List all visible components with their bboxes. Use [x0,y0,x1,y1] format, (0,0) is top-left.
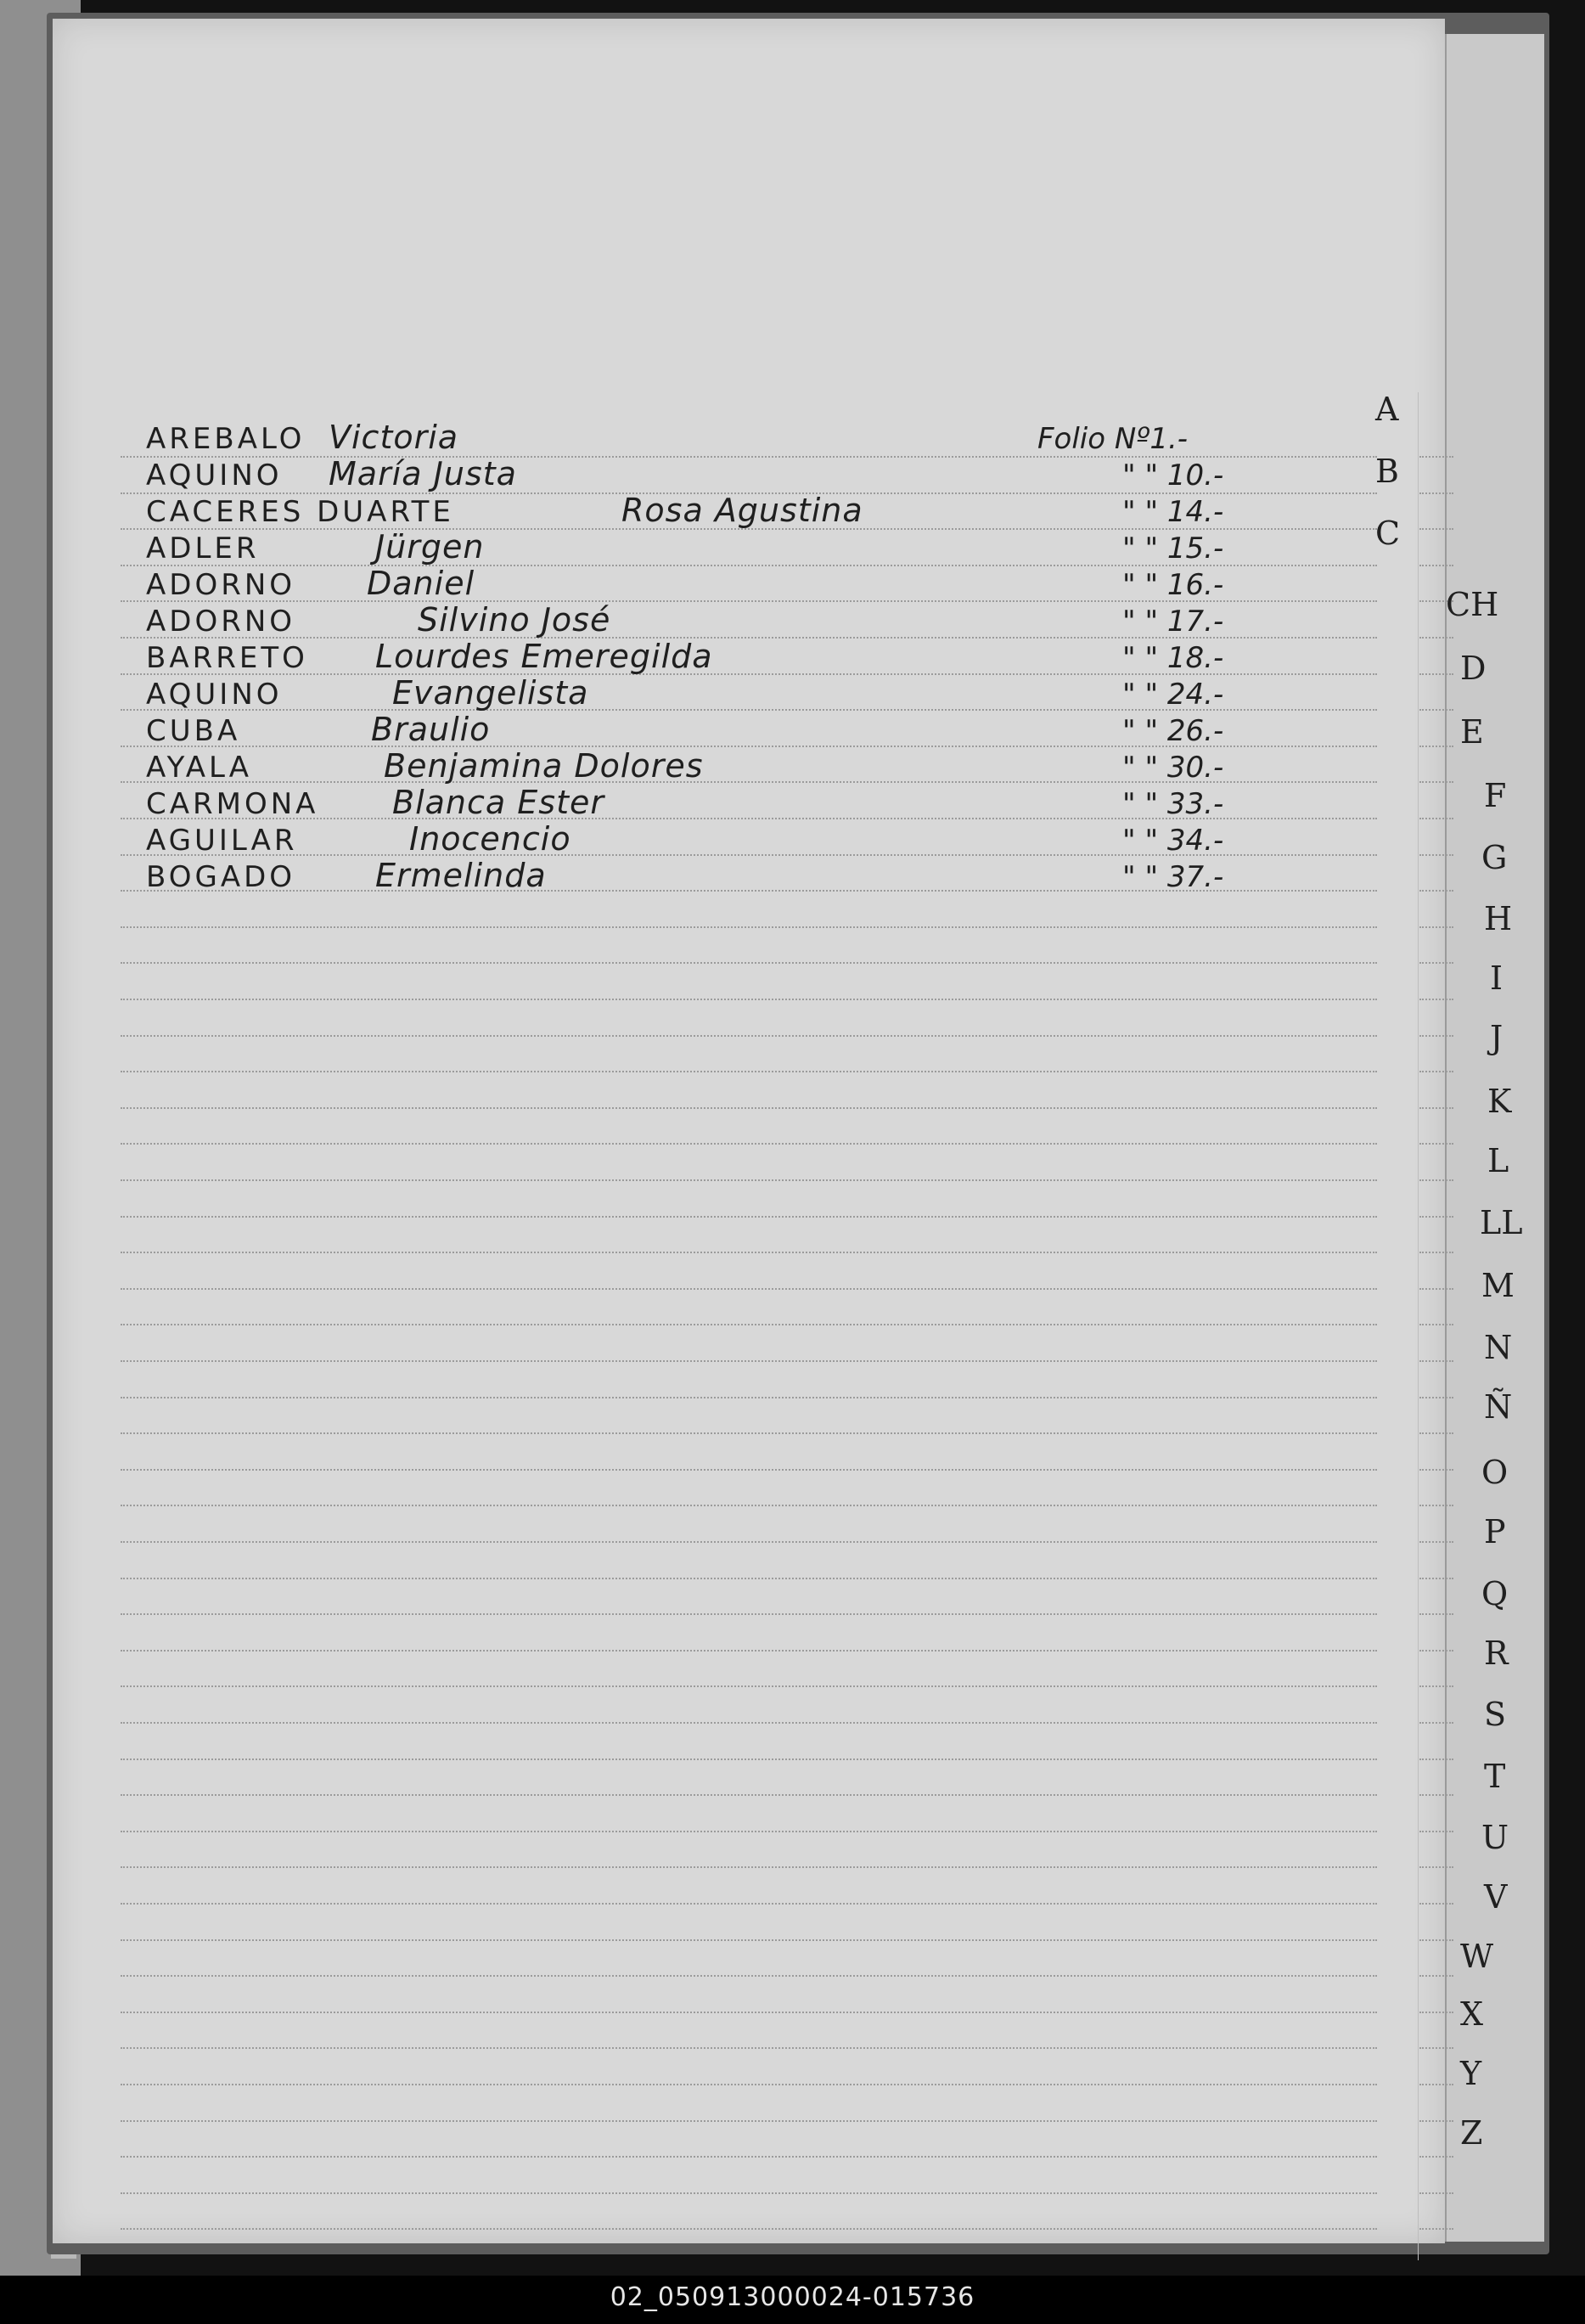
entry-surname: ADORNO [146,568,296,602]
entry-folio: Folio Nº1.- [1037,422,1189,456]
entry-folio: " " 15.- [1122,532,1224,566]
entry-surname: AYALA [146,751,252,785]
entry-surname: CUBA [146,714,241,748]
ruled-line-right [1419,854,1453,856]
ruled-line [121,1469,1377,1471]
ruled-line [121,1650,1377,1652]
ruled-line [121,1866,1377,1868]
index-letter-p[interactable]: P [1484,1513,1506,1550]
ruled-line-right [1419,2120,1453,2122]
ruled-line [121,1613,1377,1615]
ruled-line-right [1419,1505,1453,1506]
index-letter-t[interactable]: T [1484,1758,1506,1795]
ledger-entry [146,492,1318,531]
entry-given-name: Victoria [329,419,459,456]
ruled-line [121,1288,1377,1290]
ledger-entry [146,455,1318,494]
entry-given-name: Braulio [371,711,491,748]
ruled-line [121,1505,1377,1506]
ruled-line [121,1179,1377,1181]
ruled-line-right [1419,818,1453,819]
ruled-line [121,2084,1377,2085]
ledger-entry [146,674,1318,713]
entry-folio: " " 33.- [1122,787,1224,821]
ruled-line [121,2012,1377,2013]
ruled-line [121,1578,1377,1579]
ruled-line [121,926,1377,928]
index-letter-z[interactable]: Z [1460,2114,1483,2152]
ruled-line-right [1419,492,1453,494]
ruled-line [121,1143,1377,1145]
ruled-line [121,1831,1377,1832]
margin-divider [1418,392,1419,2260]
image-caption: 02_050913000024-015736 [610,2282,975,2312]
index-letter-q[interactable]: Q [1481,1575,1509,1612]
index-letter-r[interactable]: R [1484,1635,1509,1672]
ruled-line-right [1419,781,1453,783]
index-letter-x[interactable]: X [1460,1995,1484,2033]
ruled-line-right [1419,456,1453,458]
ruled-line-right [1419,709,1453,711]
index-letter-c[interactable]: C [1375,515,1401,552]
ruled-line [121,1903,1377,1905]
index-letter-k[interactable]: K [1487,1083,1512,1120]
ruled-line [121,1107,1377,1109]
entry-given-name: Inocencio [409,820,571,858]
ruled-line-right [1419,2228,1453,2230]
ruled-line [121,1939,1377,1941]
entry-folio: " " 26.- [1122,714,1224,748]
ruled-line [121,962,1377,964]
ledger-entry [146,565,1318,604]
ruled-line [121,1252,1377,1253]
entry-surname: BARRETO [146,641,308,675]
ruled-line-right [1419,1578,1453,1579]
ruled-line-right [1419,1288,1453,1290]
entry-given-name: María Justa [329,455,517,492]
entry-given-name: Lourdes Emeregilda [375,638,713,675]
entry-surname: CACERES DUARTE [146,495,454,529]
entry-folio: " " 34.- [1122,824,1224,858]
entry-given-name: Daniel [367,565,475,602]
ruled-line [121,2156,1377,2158]
ledger-entry [146,747,1318,786]
ledger-entry [146,784,1318,823]
ruled-line-right [1419,746,1453,747]
ruled-line-right [1419,2156,1453,2158]
ruled-line [121,1758,1377,1760]
index-letter-n[interactable]: N [1484,1329,1513,1366]
entry-given-name: Evangelista [392,674,589,712]
ruled-line [121,1794,1377,1796]
entry-surname: AQUINO [146,459,283,492]
ruled-line-right [1419,1469,1453,1471]
index-letter-u[interactable]: U [1481,1819,1509,1856]
index-letter-o[interactable]: O [1481,1454,1509,1491]
entry-folio: " " 10.- [1122,459,1224,492]
ruled-line-right [1419,1541,1453,1543]
ruled-line [121,1685,1377,1687]
ledger-entry [146,857,1318,896]
ruled-line-right [1419,1903,1453,1905]
ruled-line-right [1419,926,1453,928]
ruled-line-right [1419,1975,1453,1977]
ledger-entry [146,528,1318,567]
entry-folio: " " 18.- [1122,641,1224,675]
ruled-line [121,2047,1377,2049]
ruled-line [121,1397,1377,1398]
index-letter-i[interactable]: I [1490,959,1504,997]
ruled-line-right [1419,2047,1453,2049]
ruled-line [121,1722,1377,1724]
entry-given-name: Benjamina Dolores [384,747,704,785]
entry-surname: BOGADO [146,860,296,894]
index-letter-w[interactable]: W [1460,1938,1494,1975]
index-letter-m[interactable]: M [1481,1267,1515,1304]
index-letter-s[interactable]: S [1484,1696,1507,1733]
ruled-line-right [1419,1071,1453,1072]
ruled-line-right [1419,1939,1453,1941]
index-letter-a[interactable]: A [1375,391,1399,428]
ledger-entry [146,638,1318,677]
index-letter-ch[interactable]: CH [1446,586,1499,623]
ruled-line-right [1419,890,1453,892]
ruled-line-right [1419,1179,1453,1181]
ruled-line-right [1419,1397,1453,1398]
index-letter-e[interactable]: E [1460,713,1484,751]
index-letter-g[interactable]: G [1481,839,1508,876]
ledger-page [53,19,1445,2243]
ruled-line-right [1419,962,1453,964]
ruled-line-right [1419,1035,1453,1037]
ruled-line-right [1419,2012,1453,2013]
entry-surname: ADLER [146,532,260,566]
entry-surname: AQUINO [146,678,283,712]
ruled-line-right [1419,528,1453,530]
index-letter-ll[interactable]: LL [1480,1204,1523,1241]
index-letter-v[interactable]: V [1484,1878,1508,1916]
entry-folio: " " 16.- [1122,568,1224,602]
ruled-line-right [1419,1758,1453,1760]
entry-folio: " " 37.- [1122,860,1224,894]
ruled-line-right [1419,1324,1453,1325]
ruled-line-right [1419,1722,1453,1724]
ruled-line-right [1419,637,1453,639]
ruled-line [121,2228,1377,2230]
ruled-line-right [1419,1432,1453,1434]
index-letter-ñ[interactable]: Ñ [1484,1388,1513,1426]
index-letter-b[interactable]: B [1375,453,1399,490]
ruled-line-right [1419,1794,1453,1796]
index-letter-l[interactable]: L [1487,1142,1509,1179]
entry-given-name: Blanca Ester [392,784,604,821]
ruled-line-right [1419,1143,1453,1145]
entry-folio: " " 30.- [1122,751,1224,785]
ruled-line-right [1419,673,1453,675]
index-letter-d[interactable]: D [1460,650,1487,687]
ruled-line [121,2120,1377,2122]
ruled-line-right [1419,1613,1453,1615]
ledger-entry [146,711,1318,750]
ruled-line [121,1360,1377,1362]
entry-given-name: Ermelinda [375,857,547,894]
index-letter-f[interactable]: F [1484,777,1507,814]
entry-folio: " " 24.- [1122,678,1224,712]
ruled-line-right [1419,1107,1453,1109]
index-letter-j[interactable]: J [1490,1019,1504,1056]
ruled-line [121,1541,1377,1543]
entry-given-name: Jürgen [375,528,485,566]
ruled-line [121,1324,1377,1325]
entry-folio: " " 17.- [1122,605,1224,639]
entry-surname: CARMONA [146,787,319,821]
ruled-line-right [1419,1831,1453,1832]
entry-given-name: Silvino José [418,601,611,639]
ruled-line-right [1419,1866,1453,1868]
ruled-line-right [1419,1360,1453,1362]
ruled-line-right [1419,2192,1453,2194]
ruled-line [121,999,1377,1000]
ledger-entry [146,419,1318,458]
entry-surname: AGUILAR [146,824,298,858]
ruled-line [121,1216,1377,1218]
ruled-line-right [1419,1650,1453,1652]
ruled-line [121,2192,1377,2194]
ruled-line-right [1419,2084,1453,2085]
ruled-line-right [1419,999,1453,1000]
entry-surname: AREBALO [146,422,306,456]
ruled-line-right [1419,1252,1453,1253]
entry-surname: ADORNO [146,605,296,639]
ruled-line [121,1071,1377,1072]
ruled-line-right [1419,565,1453,566]
ruled-line-right [1419,1685,1453,1687]
ruled-line-right [1419,1216,1453,1218]
entry-given-name: Rosa Agustina [621,492,863,529]
ledger-entry [146,601,1318,640]
index-letter-y[interactable]: Y [1460,2055,1482,2092]
ruled-line [121,1975,1377,1977]
entry-folio: " " 14.- [1122,495,1224,529]
ruled-line [121,1035,1377,1037]
ledger-entry [146,820,1318,859]
ruled-line [121,1432,1377,1434]
index-letter-h[interactable]: H [1484,900,1513,937]
